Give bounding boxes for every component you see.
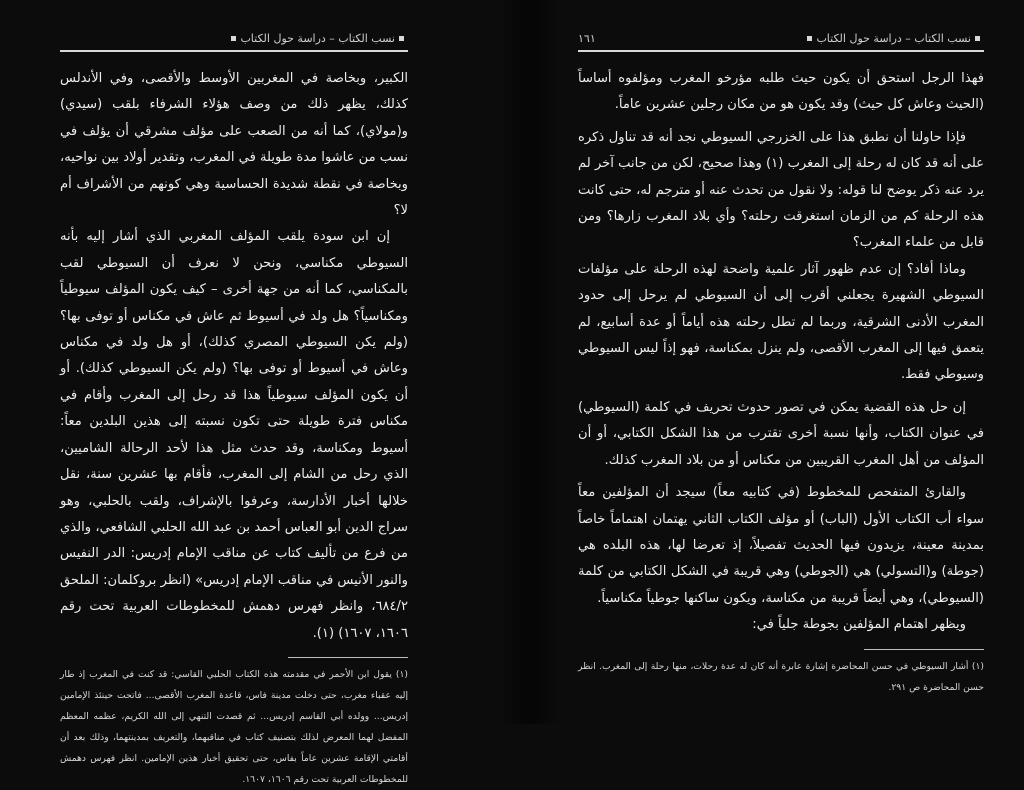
right-paragraph-2: فإذا حاولنا أن نطبق هذا على الخزرجي السيوطي نجد أنه قد تناول ذكره على أنه قد كان له رحلة إلى المغرب (١) وهذا صحيح، لكن من جانب آخر لم يرد عنه ذكر يوضح لنا قوله: ولا نقول من تحدث عنه أو مترجم له، حتى كانت هذه الرحلة كم من الزمان استغرقت رحلته؟ وأي بلاد المغرب زارها؟ ومن قابل من علماء المغرب؟ [578, 129, 984, 251]
right-page-number: ١٦١ [578, 31, 596, 45]
right-paragraph-6: ويظهر اهتمام المؤلفين بجوطة جلياً في: [752, 617, 966, 633]
right-paragraph-5: والقارئ المتفحص للمخطوط (في كتابيه معاً) سيجد أن المؤلفين معاً سواء أب الكتاب الأول (الباب) أو مؤلف الكتاب الثاني يهتمان اهتماماً خاصاً بمدينة معينة، يزيدون فيها الحديث تفصيلاً، إذ تعرضا لها، هذه البلده هي (جوطة) و(التسولي) هي (الجوطي) وهي قريبة في الشكل الكتابي من كلمة (السيوطي)، وهي أيضاً قريبة من مكناسة، ويكون ساكنها جوطياً مكناسياً. [578, 485, 984, 606]
right-running-title: نسب الكتاب – دراسة حول الكتاب [803, 32, 984, 45]
left-page [0, 0, 500, 785]
right-paragraph-3: وماذا أفاد؟ إن عدم ظهور آثار علمية واضحة لهذه الرحلة على مؤلفات السيوطي الشهيرة يجعلني أقرب إلى أن السيوطي لم يرحل إلى حدود المغرب الأدنى الشرقية، وربما لم تطل رحلته هذه أياماً أو عدة أسابيع، لم يتعمق فيها إلى المغرب الأقصى، ولم ينزل بمكناسة، فهو إذاً ليس السيوطي وسيوطي فقط. [578, 261, 984, 383]
right-footnote: (١) أشار السيوطي في حسن المحاضرة إشارة عابرة أنه كان له عدة رحلات، منها رحلة إلى المغرب. انظر حسن المحاضرة ص ٢٩١. [578, 660, 984, 693]
left-paragraph-2: إن ابن سودة يلقب المؤلف المغربي الذي أشار إليه بأنه السيوطي مكناسي، ونحن لا نعرف أن السيوطي لقب بالمكناسي، كما أنه من جهة أخرى – كيف يكون المؤلف سيوطياً ومكناسياً؟ هل ولد في أسيوط ثم عاش في مكناس أو توفى بها؟ (ولم يكن السيوطي المصري كذلك)، أو هل ولد في مكناس وعاش في أسيوط أو توفى بها؟ (ولم يكن السيوطي كذلك). أو أن يكون المؤلف سيوطياً هذا قد رحل إلى المغرب وأقام في مكناس فترة طويلة حتى تكون نسبته إلى هذين البلدين معاً: أسيوط ومكناسة، وقد حدث مثل هذا لأحد الرحالة الشاميين، الذي رحل من الشام إلى المغرب، فأقام بها عشرين سنة، نقل خلالها أخبار الأدارسة، وعرفوا بالإشراف، ولقب بالحلبي، وهو سراج الدين أبو العباس أحمد بن عبد الله الحلبي الشافعي، والذي من فرع من تأليف كتاب عن مناقب الإمام إدريس: الدر النفيس والنور الأنيس في مناقب الإمام إدريس» (انظر بروكلمان: الملحق ٦٨٤/٢، وانظر فهرس دهمش للمخطوطات العربية تحت رقم ١٦٠٦، ١٦٠٧) (١). [60, 229, 408, 641]
right-header-rule [578, 50, 984, 52]
right-page [560, 0, 1024, 724]
left-running-title: نسب الكتاب – دراسة حول الكتاب [227, 32, 408, 45]
left-running-head [60, 30, 408, 46]
square-bullet-icon [399, 36, 404, 41]
right-running-head [578, 30, 984, 46]
book-gutter [500, 0, 560, 724]
right-footnote-rule [864, 649, 984, 650]
left-footnote: (١) يقول ابن الأحمر في مقدمته هذه الكتاب الحلبي القاسي: قد كنت في المغرب إذ طار إليه عقباء مغرب، حتى دخلت مدينة فاس، قاعدة المغرب الأقصى... فاتحت حينئذ الإمامين إدريس... وولده أبي القاسم إدريس... ثم قصدت التنهي إلى الله الكريم، عظمه المعظم المفضل لهما المعرض لذلك بتصنيف كتاب في مناقبهما، والتعريف بمدينتهما، وذلك بعد أن أقامتي الإقامة عشرين عاماً بفاس، حتى تحقيق أخبار هذين الإمامين. انظر فهرس دهمش للمخطوطات العربية تحت رقم ١٦٠٦، ١٦٠٧. [60, 668, 408, 785]
square-bullet-icon [807, 36, 812, 41]
left-paragraph-1: الكبير، وبخاصة في المغربين الأوسط والأقصى، وفي الأندلس كذلك، يظهر ذلك من وصف هؤلاء الشرفاء بلقب (سيدي) و(مولاي)، كما أنه من الصعب على مؤلف مشرقي أن يؤلف في نسب من عاشوا مدة طويلة في المغرب، وتقدير أولاد بين نواحيه، وبخاصة في نقطة شديدة الحساسية وهي كونهم من الأشراف أم لا؟ [60, 71, 408, 219]
square-bullet-icon [231, 36, 236, 41]
square-bullet-icon [975, 36, 980, 41]
left-footnote-rule [288, 657, 408, 658]
right-paragraph-4: إن حل هذه القضية يمكن في تصور حدوث تحريف في كلمة (السيوطي) في عنوان الكتاب، وأنها نسبة أخرى تقترب من هذا الشكل الكتابي، أو أن المؤلف من أهل المغرب القريبين من مكناس أو من بلاد المغرب كذلك. [578, 399, 984, 468]
right-paragraph-1: فهذا الرجل استحق أن يكون حيث طلبه مؤرخو المغرب ومؤلفوه أساساً (الحيث وعاش كل حيث) وقد يكون هو من مكان رجلين عشرين عاماً. [578, 71, 984, 113]
left-header-rule [60, 50, 408, 52]
